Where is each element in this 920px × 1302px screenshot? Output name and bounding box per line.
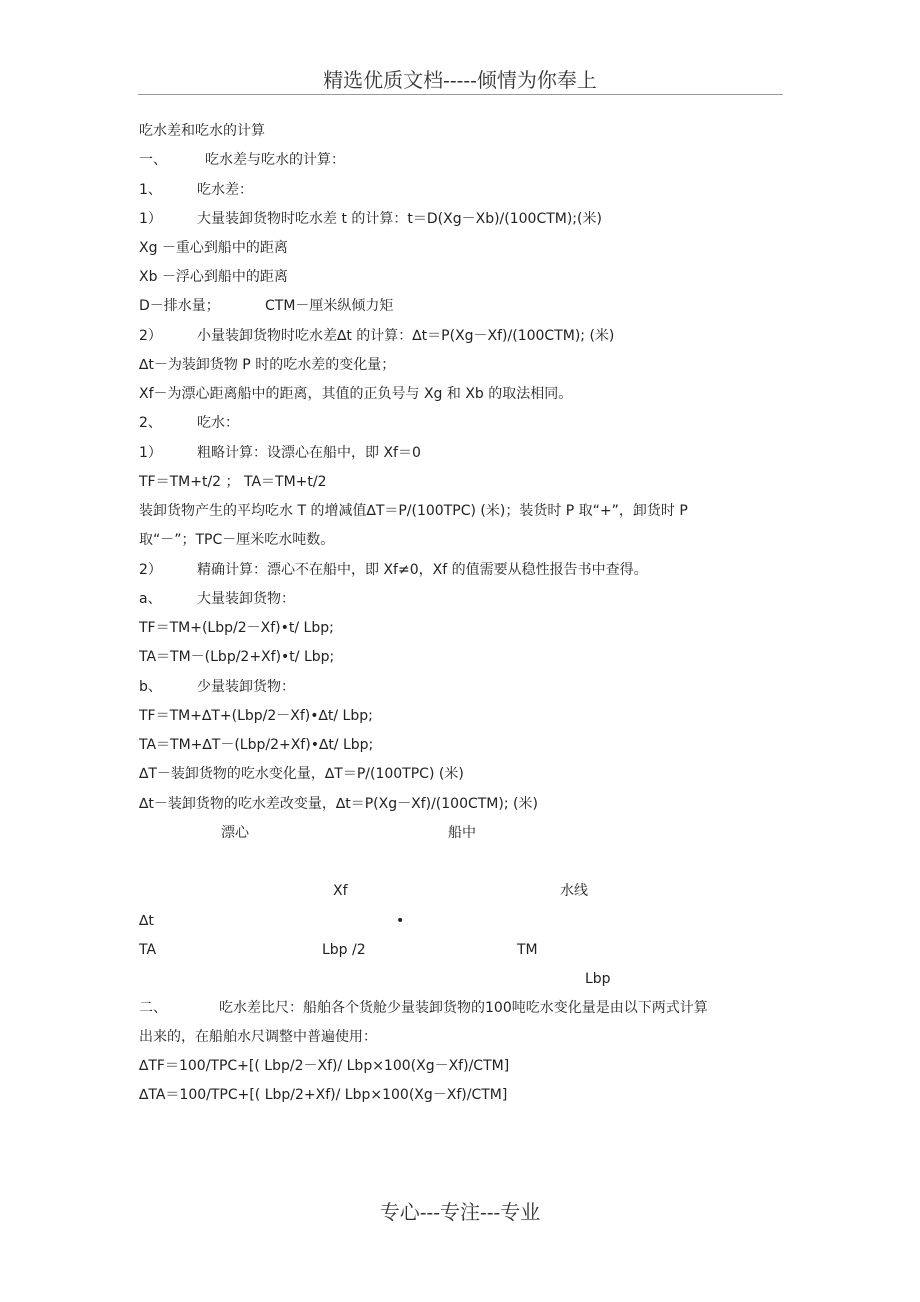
formula-line: TA＝TM－(Lbp/2+Xf)•t/ Lbp;	[139, 649, 335, 665]
heading-1-number: 一、	[139, 152, 167, 168]
subheading-1-text: 吃水差：	[197, 182, 253, 198]
item-2	[139, 326, 614, 346]
subheading-2-text: 吃水：	[197, 415, 239, 431]
item-1	[139, 209, 602, 229]
subheading-1	[139, 180, 253, 200]
text-line: Xb －浮心到船中的距离	[139, 269, 288, 285]
text-line: ∆t－为装卸货物 P 时的吃水差的变化量；	[139, 357, 396, 373]
text-line	[139, 296, 393, 316]
sub-item-b-letter: b、	[139, 679, 162, 695]
item-2-number: 2）	[139, 328, 162, 344]
diagram-label-xf: Xf	[333, 883, 348, 899]
item-1-number: 1）	[139, 211, 162, 227]
text-line: Xf－为漂心距离船中的距离，其值的正负号与 Xg 和 Xb 的取法相同。	[139, 386, 573, 402]
diagram-label-dt: ∆t	[139, 913, 154, 929]
formula-line: ∆TF＝100/TPC+[( Lbp/2－Xf)/ Lbp×100(Xg－Xf)/CTM]	[139, 1058, 510, 1074]
header-divider	[138, 94, 783, 95]
text-line: ∆t－装卸货物的吃水差改变量，∆t＝P(Xg－Xf)/(100CTM); (米)	[139, 796, 538, 812]
sub-item-a	[139, 589, 295, 609]
heading-2	[139, 998, 708, 1018]
diagram-dot: •	[396, 913, 405, 929]
section-title: 吃水差和吃水的计算	[139, 123, 265, 139]
text-line: ∆T－装卸货物的吃水变化量，∆T＝P/(100TPC) (米)	[139, 766, 464, 782]
page-footer: 专心---专注---专业	[379, 1200, 541, 1224]
item-3-number: 1）	[139, 445, 162, 461]
page-header: 精选优质文档-----倾情为你奉上	[323, 68, 597, 92]
subheading-2	[139, 413, 239, 433]
item-1-text: 大量装卸货物时吃水差 t 的计算：t＝D(Xg－Xb)/(100CTM);(米)	[197, 211, 602, 227]
text-line: Xg －重心到船中的距离	[139, 240, 288, 256]
sub-item-a-text: 大量装卸货物：	[197, 591, 295, 607]
item-3	[139, 443, 421, 463]
sub-item-b-text: 少量装卸货物：	[197, 679, 295, 695]
diagram-label-float-center: 漂心	[221, 825, 249, 841]
item-4-number: 2）	[139, 562, 162, 578]
formula-line: TF＝TM+(Lbp/2－Xf)•t/ Lbp;	[139, 620, 334, 636]
diagram-label-ta: TA	[139, 942, 157, 958]
item-4-text: 精确计算：漂心不在船中，即 Xf≠0，Xf 的值需要从稳性报告书中查得。	[197, 562, 648, 578]
heading-2-text: 吃水差比尺：船舶各个货舱少量装卸货物的100吨吃水变化量是由以下两式计算	[219, 1000, 708, 1016]
diagram-label-waterline: 水线	[560, 883, 588, 899]
diagram-label-lbp: Lbp	[585, 971, 611, 987]
text-part: CTM－厘米纵倾力矩	[265, 298, 394, 314]
formula-line: TF＝TM+t/2 ； TA＝TM+t/2	[139, 474, 327, 490]
text-line: 取“－”；TPC－厘米吃水吨数。	[139, 532, 335, 548]
formula-line: TA＝TM+∆T－(Lbp/2+Xf)•∆t/ Lbp;	[139, 737, 374, 753]
sub-item-b	[139, 677, 295, 697]
heading-1-text: 吃水差与吃水的计算：	[205, 152, 345, 168]
diagram-label-midship: 船中	[448, 825, 476, 841]
item-4	[139, 560, 648, 580]
text-line: 出来的，在船舶水尺调整中普遍使用：	[139, 1029, 377, 1045]
item-2-text: 小量装卸货物时吃水差∆t 的计算：∆t＝P(Xg－Xf)/(100CTM); (米)	[197, 328, 615, 344]
heading-2-number: 二、	[139, 1000, 167, 1016]
item-3-text: 粗略计算：设漂心在船中，即 Xf＝0	[197, 445, 421, 461]
text-line: 装卸货物产生的平均吃水 T 的增减值∆T＝P/(100TPC) (米)；装货时 P 取“+”，卸货时 P	[139, 503, 688, 519]
diagram-label-tm: TM	[517, 942, 538, 958]
text-part: D－排水量；	[139, 298, 220, 314]
subheading-1-number: 1、	[139, 182, 162, 198]
formula-line: TF＝TM+∆T+(Lbp/2－Xf)•∆t/ Lbp;	[139, 708, 373, 724]
diagram-label-half-lbp: Lbp /2	[322, 942, 366, 958]
subheading-2-number: 2、	[139, 415, 162, 431]
formula-line: ∆TA＝100/TPC+[( Lbp/2+Xf)/ Lbp×100(Xg－Xf)/CTM]	[139, 1087, 508, 1103]
heading-1	[139, 150, 345, 170]
sub-item-a-letter: a、	[139, 591, 162, 607]
